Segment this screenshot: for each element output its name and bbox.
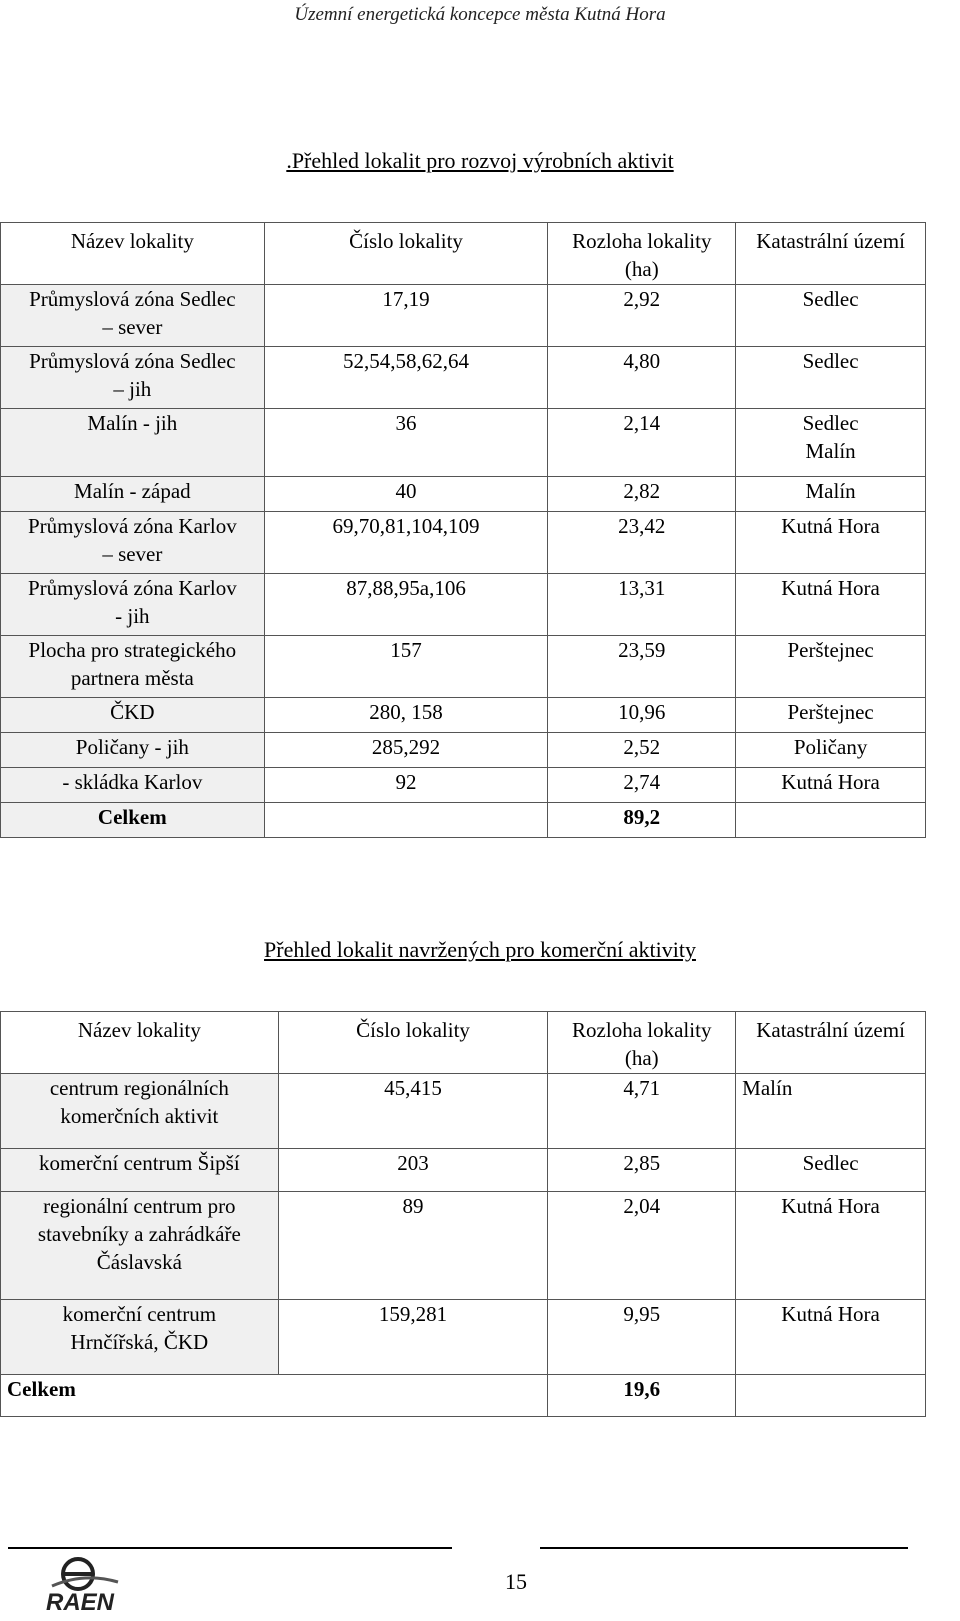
total-row	[1, 803, 926, 838]
table-row	[1, 698, 926, 733]
table-cell: Sedlec	[736, 285, 926, 347]
table-cell: Kutná Hora	[736, 574, 926, 636]
table-cell: Kutná Hora	[736, 768, 926, 803]
table-cell: 2,85	[548, 1149, 736, 1192]
table-cell: 285,292	[264, 733, 548, 768]
column-header: Rozloha lokality (ha)	[548, 1012, 736, 1074]
locality-name-cell: Poličany - jih	[1, 733, 265, 768]
locality-name-cell: ČKD	[1, 698, 265, 733]
table-cell: 9,95	[548, 1300, 736, 1375]
locality-name-cell: regionální centrum pro stavebníky a zahrádkáře Čáslavská	[1, 1192, 279, 1300]
table-cell: 87,88,95a,106	[264, 574, 548, 636]
column-header: Číslo lokality	[264, 223, 548, 285]
table-row	[1, 1149, 926, 1192]
table-row	[1, 733, 926, 768]
empty-cell	[736, 803, 926, 838]
table-cell: 36	[264, 409, 548, 477]
production-sites-table	[0, 222, 926, 838]
table-cell: 2,52	[548, 733, 736, 768]
table-row	[1, 1192, 926, 1300]
table-cell: Malín	[736, 477, 926, 512]
table-cell: Malín	[736, 1074, 926, 1149]
raen-logo	[44, 1552, 134, 1619]
table-row	[1, 636, 926, 698]
table-cell: Perštejnec	[736, 636, 926, 698]
footer-rule-left	[8, 1547, 452, 1549]
table-cell: Kutná Hora	[736, 512, 926, 574]
table-cell: 2,04	[548, 1192, 736, 1300]
locality-name-cell: Průmyslová zóna Sedlec – sever	[1, 285, 265, 347]
locality-name-cell: Plocha pro strategického partnera města	[1, 636, 265, 698]
table-cell: 69,70,81,104,109	[264, 512, 548, 574]
table-cell: 13,31	[548, 574, 736, 636]
table-row	[1, 285, 926, 347]
table-cell: Poličany	[736, 733, 926, 768]
locality-name-cell: komerční centrum Šipší	[1, 1149, 279, 1192]
table-cell: 280, 158	[264, 698, 548, 733]
table-cell: 4,71	[548, 1074, 736, 1149]
table-cell: Sedlec Malín	[736, 409, 926, 477]
table-cell: Perštejnec	[736, 698, 926, 733]
locality-name-cell: komerční centrum Hrnčířská, ČKD	[1, 1300, 279, 1375]
page-number: 15	[505, 1569, 527, 1594]
footer-rule-right	[540, 1547, 908, 1549]
svg-text:RAEN: RAEN	[46, 1589, 115, 1614]
total-value: 19,6	[548, 1375, 736, 1417]
table-row	[1, 1300, 926, 1375]
column-header: Číslo lokality	[278, 1012, 548, 1074]
total-label: Celkem	[1, 1375, 548, 1417]
table1-title: .Přehled lokalit pro rozvoj výrobních aktivit	[286, 148, 674, 173]
document-header-title: Územní energetická koncepce města Kutná Hora	[294, 4, 666, 25]
table-row	[1, 1074, 926, 1149]
column-header: Název lokality	[1, 223, 265, 285]
table-row	[1, 409, 926, 477]
table-cell: 157	[264, 636, 548, 698]
table-header-row	[1, 223, 926, 285]
table-cell: 45,415	[278, 1074, 548, 1149]
commercial-sites-table	[0, 1011, 926, 1417]
table-row	[1, 768, 926, 803]
table-row	[1, 347, 926, 409]
table-row	[1, 512, 926, 574]
table-cell: 10,96	[548, 698, 736, 733]
table-cell: Sedlec	[736, 1149, 926, 1192]
column-header: Katastrální území	[736, 223, 926, 285]
table-cell: 2,14	[548, 409, 736, 477]
table-cell: 52,54,58,62,64	[264, 347, 548, 409]
table-row	[1, 477, 926, 512]
locality-name-cell: Průmyslová zóna Karlov – sever	[1, 512, 265, 574]
locality-name-cell: centrum regionálních komerčních aktivit	[1, 1074, 279, 1149]
table-cell: 17,19	[264, 285, 548, 347]
total-label: Celkem	[1, 803, 265, 838]
column-header: Rozloha lokality (ha)	[548, 223, 736, 285]
table-row	[1, 574, 926, 636]
table-cell: 2,82	[548, 477, 736, 512]
locality-name-cell: Malín - západ	[1, 477, 265, 512]
table-cell: 2,74	[548, 768, 736, 803]
table-cell: 4,80	[548, 347, 736, 409]
locality-name-cell: Malín - jih	[1, 409, 265, 477]
table-cell: 40	[264, 477, 548, 512]
locality-name-cell: - skládka Karlov	[1, 768, 265, 803]
table-cell: 159,281	[278, 1300, 548, 1375]
column-header: Název lokality	[1, 1012, 279, 1074]
table-cell: 23,42	[548, 512, 736, 574]
table-cell: 2,92	[548, 285, 736, 347]
locality-name-cell: Průmyslová zóna Sedlec – jih	[1, 347, 265, 409]
column-header: Katastrální území	[736, 1012, 926, 1074]
table-cell: 203	[278, 1149, 548, 1192]
table-cell: Sedlec	[736, 347, 926, 409]
table-cell: 23,59	[548, 636, 736, 698]
table-cell: 89	[278, 1192, 548, 1300]
table-cell: Kutná Hora	[736, 1300, 926, 1375]
empty-cell	[736, 1375, 926, 1417]
total-row	[1, 1375, 926, 1417]
table2-title: Přehled lokalit navržených pro komerční aktivity	[264, 937, 696, 962]
table-cell: Kutná Hora	[736, 1192, 926, 1300]
table-cell: 92	[264, 768, 548, 803]
table-header-row	[1, 1012, 926, 1074]
total-value: 89,2	[548, 803, 736, 838]
locality-name-cell: Průmyslová zóna Karlov - jih	[1, 574, 265, 636]
empty-cell	[264, 803, 548, 838]
